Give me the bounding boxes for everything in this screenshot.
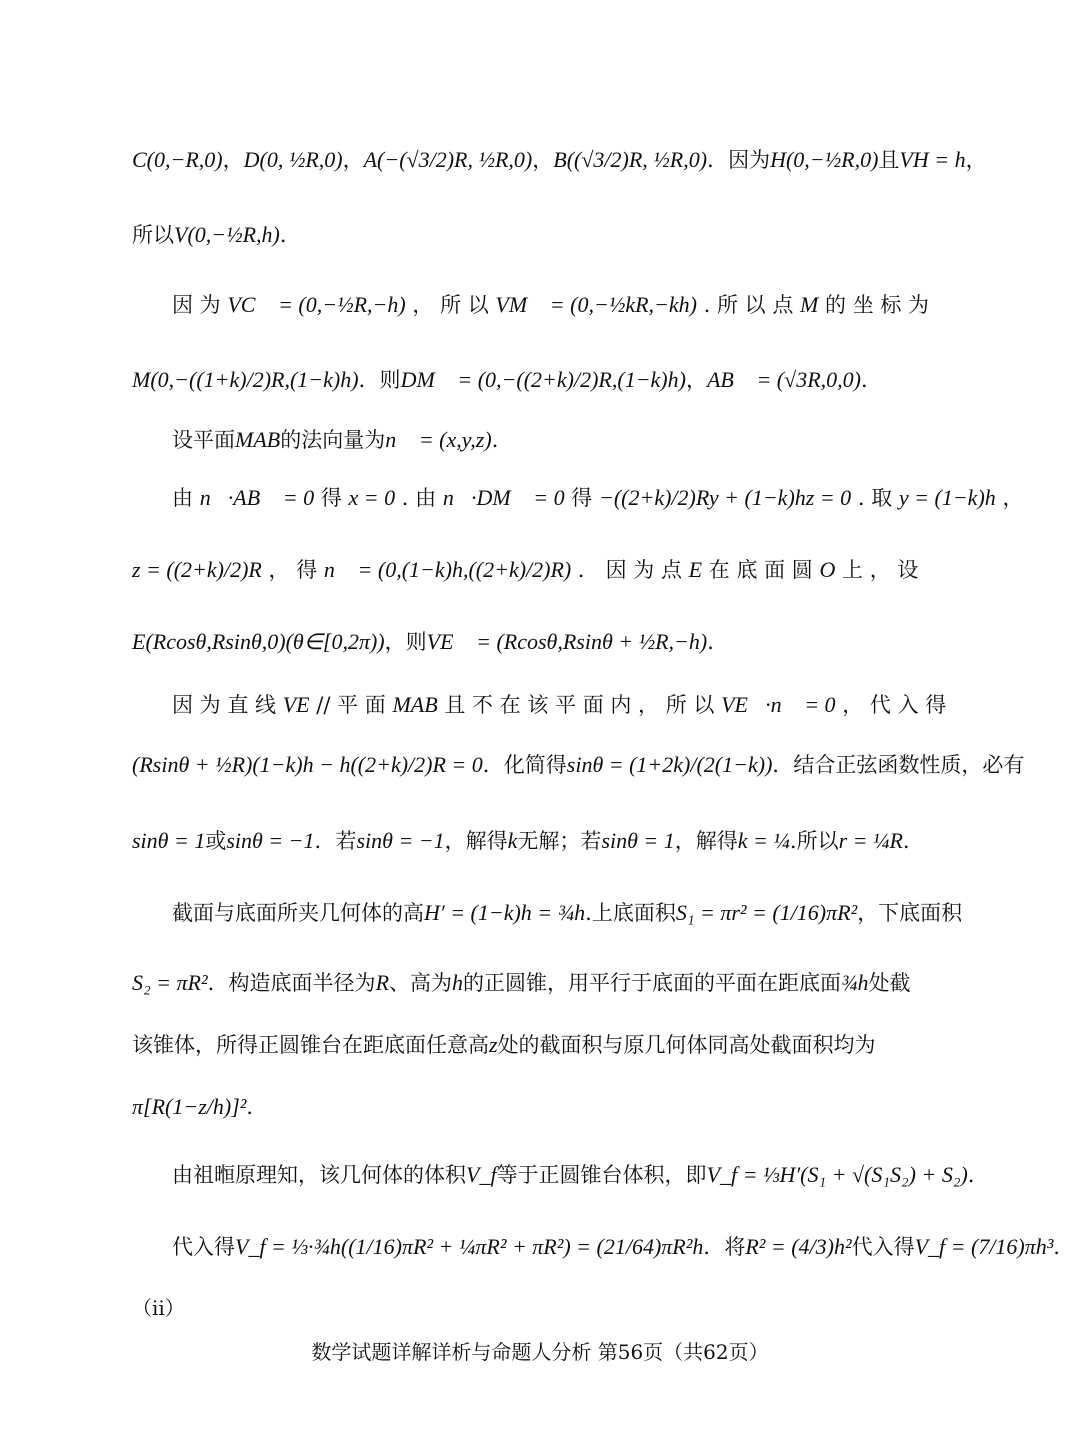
text-segment: ． — [902, 829, 924, 853]
text-segment: ， 得 — [261, 558, 324, 582]
text-segment: 在 底 面 圆 — [702, 558, 820, 582]
text-line — [132, 555, 918, 585]
text-line — [132, 220, 301, 250]
text-segment: ， — [965, 148, 987, 172]
math-expression: D(0, ½R,0) — [243, 147, 343, 172]
text-line — [172, 1160, 989, 1190]
text-line — [172, 690, 946, 720]
text-segment: 得 — [314, 486, 349, 510]
text-segment: ，解得 — [444, 829, 508, 853]
text-segment: ．因为 — [707, 148, 771, 172]
math-expression: S₂ = πR² — [132, 970, 208, 995]
text-segment: 处截 — [868, 971, 911, 995]
text-line — [172, 483, 1023, 513]
text-segment: 且 不 在 该 平 面 内 ， 所 以 — [437, 693, 722, 717]
math-expression: M — [800, 292, 819, 317]
math-expression: C(0,−R,0) — [132, 147, 223, 172]
section-label: （ii） — [132, 1296, 185, 1320]
text-segment: ，则 — [384, 630, 427, 654]
text-line — [132, 826, 924, 856]
text-segment: 处的截面积与原几何体同高处截面积均为 — [497, 1033, 876, 1057]
math-expression: AB⃗ = (√3R,0,0) — [706, 367, 861, 392]
text-segment: ． — [967, 1163, 989, 1187]
text-segment: 所以 — [132, 223, 174, 247]
text-segment: 因 为 — [172, 293, 228, 317]
math-expression: M(0,−((1+k)/2)R,(1−k)h) — [132, 367, 359, 392]
text-segment: 代入得 — [851, 1235, 915, 1259]
math-expression: sinθ = (1+2k)/(2(1−k)) — [566, 752, 773, 777]
math-expression: r = ¼R — [838, 828, 903, 853]
math-expression: sinθ = −1 — [226, 828, 315, 853]
page-footer: 数学试题详解详析与命题人分析 第56页（共62页） — [311, 1340, 769, 1364]
text-line — [132, 968, 911, 998]
math-expression: V(0,−½R,h) — [174, 222, 280, 247]
math-expression: h — [452, 970, 464, 995]
text-segment: ． — [491, 428, 513, 452]
math-expression: V_f = (7/16)πh³ — [914, 1234, 1054, 1259]
text-segment: ． — [279, 223, 301, 247]
text-segment: ． 因 为 点 — [571, 558, 689, 582]
math-expression: E(Rcosθ,Rsinθ,0)(θ∈[0,2π)) — [132, 629, 385, 654]
text-segment: 的 坐 标 为 — [818, 293, 930, 317]
math-expression: −((2+k)/2)Ry + (1−k)hz = 0 — [598, 485, 852, 510]
text-segment: ． — [1053, 1235, 1075, 1259]
text-line — [132, 1092, 267, 1122]
text-line — [172, 898, 962, 928]
math-expression: (Rsinθ + ½R)(1−k)h − h((2+k)/2)R = 0 — [132, 752, 483, 777]
math-expression: k = ¼ — [737, 828, 790, 853]
math-expression: VC⃗ = (0,−½R,−h) — [227, 292, 406, 317]
text-segment: ．化简得 — [482, 753, 567, 777]
text-segment: ． — [707, 630, 729, 654]
text-segment: ．结合正弦函数性质，必有 — [772, 753, 1025, 777]
text-segment: 代入得 — [172, 1235, 235, 1259]
math-expression: R² = (4/3)h² — [745, 1234, 852, 1259]
math-expression: MAB — [235, 427, 281, 452]
math-expression: V_f = ⅓H′(S₁ + √(S₁S₂) + S₂) — [706, 1162, 968, 1187]
text-segment: 截面与底面所夹几何体的高 — [172, 901, 424, 925]
text-line — [132, 365, 882, 395]
math-expression: DM⃗ = (0,−((2+k)/2)R,(1−k)h) — [400, 367, 686, 392]
text-segment: . 由 — [395, 486, 443, 510]
text-line — [132, 1030, 876, 1060]
text-segment: .上底面积 — [585, 901, 676, 925]
text-line — [172, 290, 929, 320]
text-segment: . 取 — [851, 486, 899, 510]
math-expression: x = 0 — [348, 485, 396, 510]
math-expression: π[R(1−z/h)]² — [132, 1094, 247, 1119]
math-expression: ¾h — [841, 970, 869, 995]
math-expression: VH = h — [899, 147, 966, 172]
math-expression: V_f — [466, 1162, 497, 1187]
text-line — [132, 750, 1024, 780]
math-expression: VE — [282, 692, 310, 717]
math-expression: B((√3/2)R, ½R,0) — [553, 147, 708, 172]
text-segment: 的法向量为 — [280, 428, 386, 452]
text-segment: 的正圆锥，用平行于底面的平面在距底面 — [463, 971, 842, 995]
math-expression: O — [819, 557, 836, 582]
text-segment: ， 所 以 — [405, 293, 496, 317]
math-expression: sinθ = 1 — [132, 828, 206, 853]
text-segment: ， — [222, 148, 244, 172]
math-expression: E — [688, 557, 703, 582]
text-segment: ， — [532, 148, 554, 172]
math-expression: VM⃗ = (0,−½kR,−kh) — [495, 292, 697, 317]
math-expression: VE⃗ = (Rcosθ,Rsinθ + ½R,−h) — [426, 629, 708, 654]
math-expression: n⃗ = (x,y,z) — [385, 427, 492, 452]
text-segment: ，解得 — [674, 829, 738, 853]
text-segment: 该锥体，所得正圆锥台在距底面任意高 — [132, 1033, 489, 1057]
text-segment: ．构造底面半径为 — [207, 971, 376, 995]
math-expression: V_f = ⅓·¾h((1/16)πR² + ¼πR² + πR²) = (21/64)πR²h — [235, 1234, 704, 1259]
text-segment: ． — [860, 368, 882, 392]
text-segment: ， 代 入 得 — [835, 693, 947, 717]
math-expression: H′ = (1−k)h = ¾h — [424, 900, 586, 925]
text-segment: 由祖暅原理知，该几何体的体积 — [172, 1163, 466, 1187]
text-segment: 得 — [564, 486, 599, 510]
math-expression: H(0,−½R,0) — [770, 147, 879, 172]
math-expression: S₁ = πr² = (1/16)πR² — [675, 900, 858, 925]
text-segment: ．将 — [703, 1235, 746, 1259]
text-line — [132, 145, 987, 175]
text-segment: ， — [995, 486, 1024, 510]
text-segment: ． — [246, 1095, 268, 1119]
text-segment: 设平面 — [172, 428, 235, 452]
math-expression: k — [507, 828, 518, 853]
text-segment: ．则 — [358, 368, 401, 392]
text-segment: 由 — [172, 486, 200, 510]
math-expression: z — [489, 1032, 498, 1057]
text-segment: 且 — [878, 148, 900, 172]
text-segment: .所以 — [789, 829, 839, 853]
math-expression: R — [375, 970, 390, 995]
text-segment: 无解；若 — [517, 829, 602, 853]
text-line — [172, 1232, 1074, 1262]
math-expression: VE⃗·n⃗ = 0 — [721, 692, 836, 717]
math-expression: n⃗ = (0,(1−k)h,((2+k)/2)R) — [323, 557, 572, 582]
text-line — [132, 627, 728, 657]
math-expression: A(−(√3/2)R, ½R,0) — [363, 147, 533, 172]
text-segment: ．若 — [314, 829, 357, 853]
math-expression: n⃗·AB⃗ = 0 — [199, 485, 315, 510]
math-expression: y = (1−k)h — [898, 485, 996, 510]
text-segment: 或 — [205, 829, 227, 853]
text-segment: 、高为 — [389, 971, 453, 995]
math-expression: MAB — [392, 692, 438, 717]
text-segment: // 平 面 — [309, 693, 393, 717]
text-segment: ， — [342, 148, 364, 172]
text-segment: ，下底面积 — [857, 901, 963, 925]
text-line — [172, 425, 513, 455]
text-segment: 因 为 直 线 — [172, 693, 283, 717]
text-segment: ， — [685, 368, 707, 392]
math-expression: z = ((2+k)/2)R — [132, 557, 262, 582]
text-segment: 上 ， 设 — [835, 558, 919, 582]
math-expression: sinθ = −1 — [356, 828, 445, 853]
math-expression: sinθ = 1 — [601, 828, 675, 853]
text-segment: . 所 以 点 — [696, 293, 801, 317]
math-expression: n⃗·DM⃗ = 0 — [442, 485, 565, 510]
text-segment: 等于正圆锥台体积，即 — [496, 1163, 707, 1187]
